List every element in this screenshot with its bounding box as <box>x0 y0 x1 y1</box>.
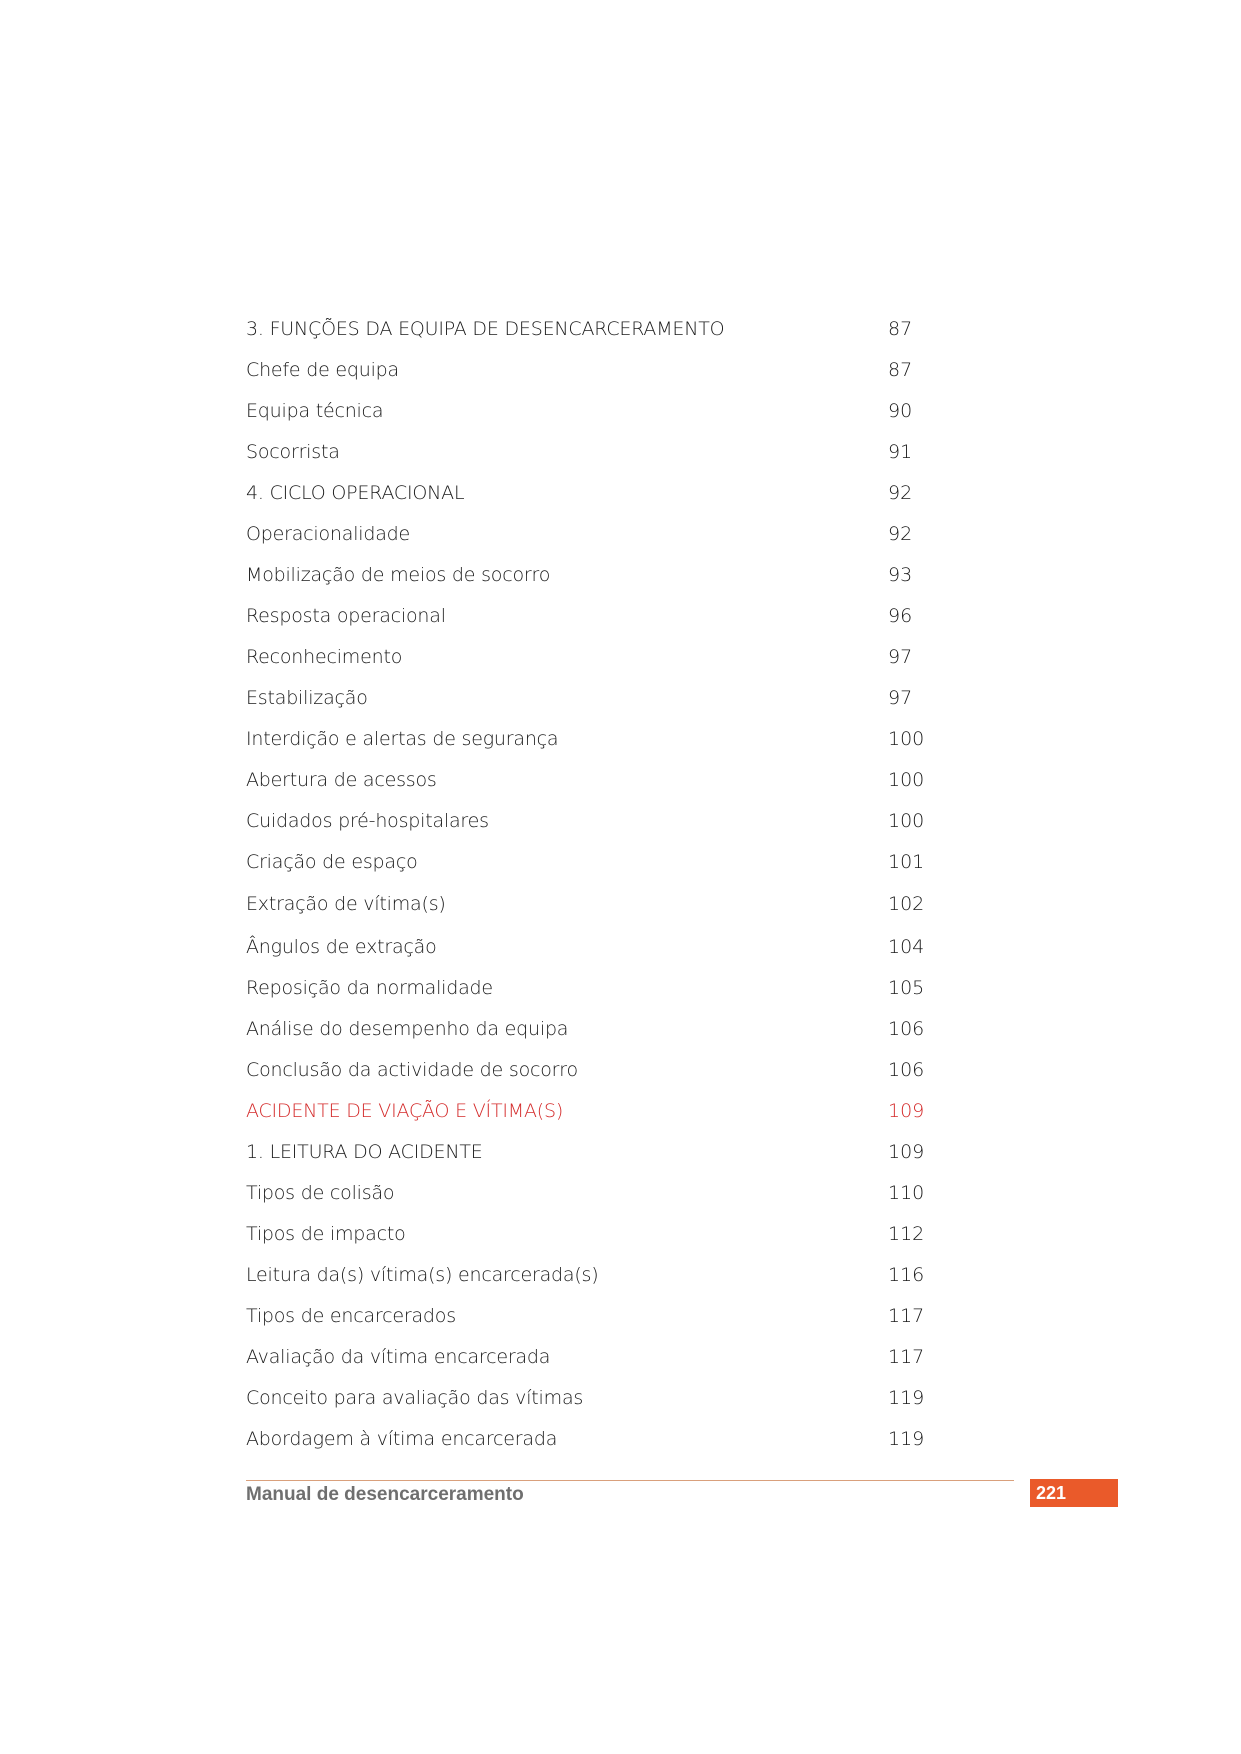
toc-entry[interactable] <box>246 968 946 1009</box>
toc-entry-page: 106 <box>888 1018 925 1040</box>
toc-entry-page: 117 <box>888 1305 925 1327</box>
toc-entry[interactable] <box>246 390 946 431</box>
toc-entry-title: Cuidados pré-hospitalares <box>246 809 489 832</box>
toc-entry-title: 3. FUNÇÕES DA EQUIPA DE DESENCARCERAMENTO <box>246 317 725 340</box>
toc-entry-page: 93 <box>888 563 913 586</box>
toc-entry-page: 100 <box>888 768 925 791</box>
toc-entry-page: 105 <box>888 977 925 999</box>
table-of-contents <box>246 308 946 1460</box>
toc-entry-page: 100 <box>888 727 925 750</box>
toc-entry-page: 100 <box>888 809 925 832</box>
toc-entry[interactable] <box>246 882 946 927</box>
toc-entry[interactable] <box>246 1050 946 1091</box>
toc-entry-page: 117 <box>888 1346 925 1368</box>
page-footer <box>246 1476 1118 1510</box>
toc-entry-page: 112 <box>888 1223 925 1245</box>
toc-entry-page: 101 <box>888 850 925 873</box>
toc-entry-page: 92 <box>888 481 913 504</box>
toc-entry-page: 92 <box>888 522 913 545</box>
toc-entry-title: Resposta operacional <box>246 604 446 627</box>
toc-entry-page: 91 <box>888 440 913 463</box>
toc-entry[interactable] <box>246 513 946 554</box>
toc-entry-page: 109 <box>888 1141 925 1163</box>
toc-entry[interactable] <box>246 1009 946 1050</box>
toc-entry-title: Criação de espaço <box>246 850 418 873</box>
toc-entry-title: Tipos de colisão <box>246 1182 395 1204</box>
toc-entry-section-4[interactable] <box>246 472 946 513</box>
toc-entry-title: Leitura da(s) vítima(s) encarcerada(s) <box>246 1264 599 1286</box>
toc-entry-title: Tipos de encarcerados <box>246 1305 456 1327</box>
toc-entry[interactable] <box>246 841 946 882</box>
toc-entry[interactable] <box>246 349 946 390</box>
toc-entry-page: 104 <box>888 936 925 958</box>
toc-entry[interactable] <box>246 554 946 595</box>
toc-entry[interactable] <box>246 431 946 472</box>
toc-entry-page: 102 <box>888 893 925 916</box>
toc-entry[interactable] <box>246 1173 946 1214</box>
toc-entry-page: 109 <box>888 1100 925 1122</box>
toc-entry-title: 4. CICLO OPERACIONAL <box>246 481 465 504</box>
toc-entry[interactable] <box>246 927 946 968</box>
toc-entry-page: 119 <box>888 1428 925 1450</box>
toc-entry[interactable] <box>246 1337 946 1378</box>
toc-entry-section-1[interactable] <box>246 1132 946 1173</box>
toc-entry-page: 116 <box>888 1264 925 1286</box>
toc-entry-page: 119 <box>888 1387 925 1409</box>
toc-entry-title: Reposição da normalidade <box>246 977 493 999</box>
toc-entry[interactable] <box>246 636 946 677</box>
toc-entry-title: Equipa técnica <box>246 399 384 422</box>
toc-entry-title: Interdição e alertas de segurança <box>246 727 559 750</box>
toc-entry[interactable] <box>246 1378 946 1419</box>
toc-entry[interactable] <box>246 800 946 841</box>
toc-entry-title: ACIDENTE DE VIAÇÃO E VÍTIMA(S) <box>246 1100 564 1122</box>
toc-entry-title: Mobilização de meios de socorro <box>246 563 551 586</box>
toc-entry[interactable] <box>246 1214 946 1255</box>
page-number-badge: 221 <box>1030 1479 1118 1507</box>
toc-entry[interactable] <box>246 1255 946 1296</box>
toc-entry-title: Chefe de equipa <box>246 358 399 381</box>
toc-entry-page: 90 <box>888 399 913 422</box>
toc-entry-title: Avaliação da vítima encarcerada <box>246 1346 551 1368</box>
toc-entry[interactable] <box>246 759 946 800</box>
toc-entry-title: Conclusão da actividade de socorro <box>246 1059 578 1081</box>
toc-entry-title: Reconhecimento <box>246 645 403 668</box>
toc-entry[interactable] <box>246 677 946 718</box>
toc-entry-page: 87 <box>888 317 913 340</box>
toc-entry-title: Ângulos de extração <box>246 936 437 958</box>
toc-entry-page: 87 <box>888 358 913 381</box>
toc-entry[interactable] <box>246 1296 946 1337</box>
footer-book-title: Manual de desencarceramento <box>246 1484 524 1505</box>
toc-entry-page: 97 <box>888 645 913 668</box>
toc-entry-title: Abertura de acessos <box>246 768 437 791</box>
toc-entry-title: Conceito para avaliação das vítimas <box>246 1387 584 1409</box>
toc-entry[interactable] <box>246 595 946 636</box>
toc-entry-title: Socorrista <box>246 440 340 463</box>
toc-entry-title: Operacionalidade <box>246 522 411 545</box>
toc-entry[interactable] <box>246 1419 946 1460</box>
toc-entry-title: Tipos de impacto <box>246 1223 406 1245</box>
toc-entry-section-3[interactable] <box>246 308 946 349</box>
toc-entry-page: 106 <box>888 1059 925 1081</box>
toc-entry-chapter[interactable] <box>246 1091 946 1132</box>
toc-entry-title: Estabilização <box>246 686 368 709</box>
toc-entry-page: 97 <box>888 686 913 709</box>
toc-entry-title: Análise do desempenho da equipa <box>246 1018 569 1040</box>
toc-entry[interactable] <box>246 718 946 759</box>
toc-entry-title: Abordagem à vítima encarcerada <box>246 1428 558 1450</box>
toc-entry-title: Extração de vítima(s) <box>246 893 446 916</box>
toc-entry-title: 1. LEITURA DO ACIDENTE <box>246 1141 483 1163</box>
footer-divider <box>246 1480 1014 1481</box>
toc-entry-page: 96 <box>888 604 913 627</box>
toc-entry-page: 110 <box>888 1182 925 1204</box>
